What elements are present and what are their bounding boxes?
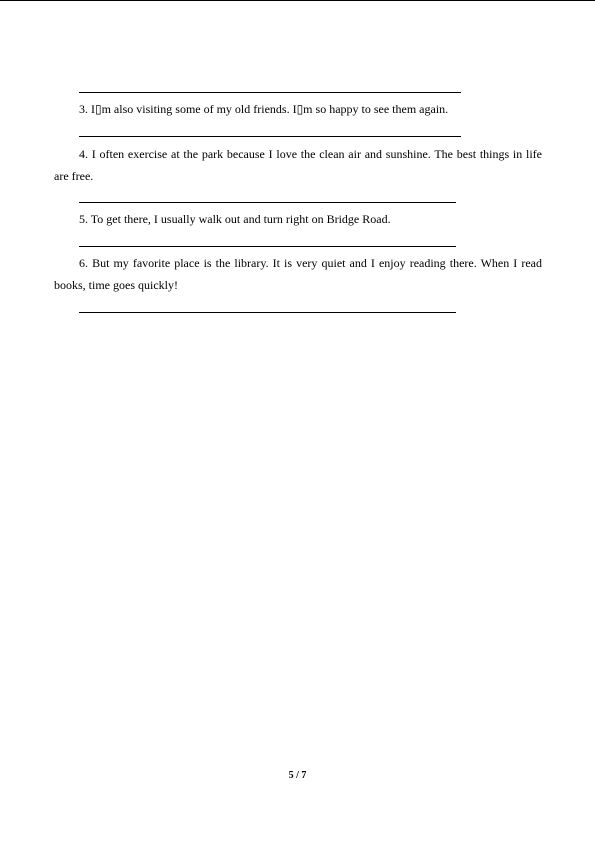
page-number: 5 / 7: [288, 770, 307, 781]
exercise-5-text: To get there, I usually walk out and turn right on Bridge Road.: [90, 212, 391, 226]
answer-line-5[interactable]: [79, 246, 456, 247]
answer-line-3[interactable]: [79, 136, 461, 137]
exercise-5: [79, 208, 391, 230]
exercise-6-text: But my favorite place is the library. It is very quiet and I enjoy reading there. When I read books, time goes quickly!: [54, 256, 542, 292]
exercise-3-number: 3.: [79, 102, 88, 116]
page-top-border: [0, 0, 595, 1]
answer-line-2[interactable]: [79, 92, 461, 93]
answer-line-4[interactable]: [79, 202, 456, 203]
exercise-5-number: 5.: [79, 212, 88, 226]
exercise-4-number: 4.: [79, 147, 88, 161]
exercise-3: [79, 98, 448, 120]
exercise-4-text: I often exercise at the park because I love the clean air and sunshine. The best things in life are free.: [54, 147, 543, 183]
exercise-6: [54, 252, 542, 296]
answer-line-6[interactable]: [79, 312, 456, 313]
exercise-3-text: I▯m also visiting some of my old friends. I▯m so happy to see them again.: [91, 102, 449, 116]
exercise-4: [54, 143, 542, 187]
exercise-6-number: 6.: [79, 256, 88, 270]
